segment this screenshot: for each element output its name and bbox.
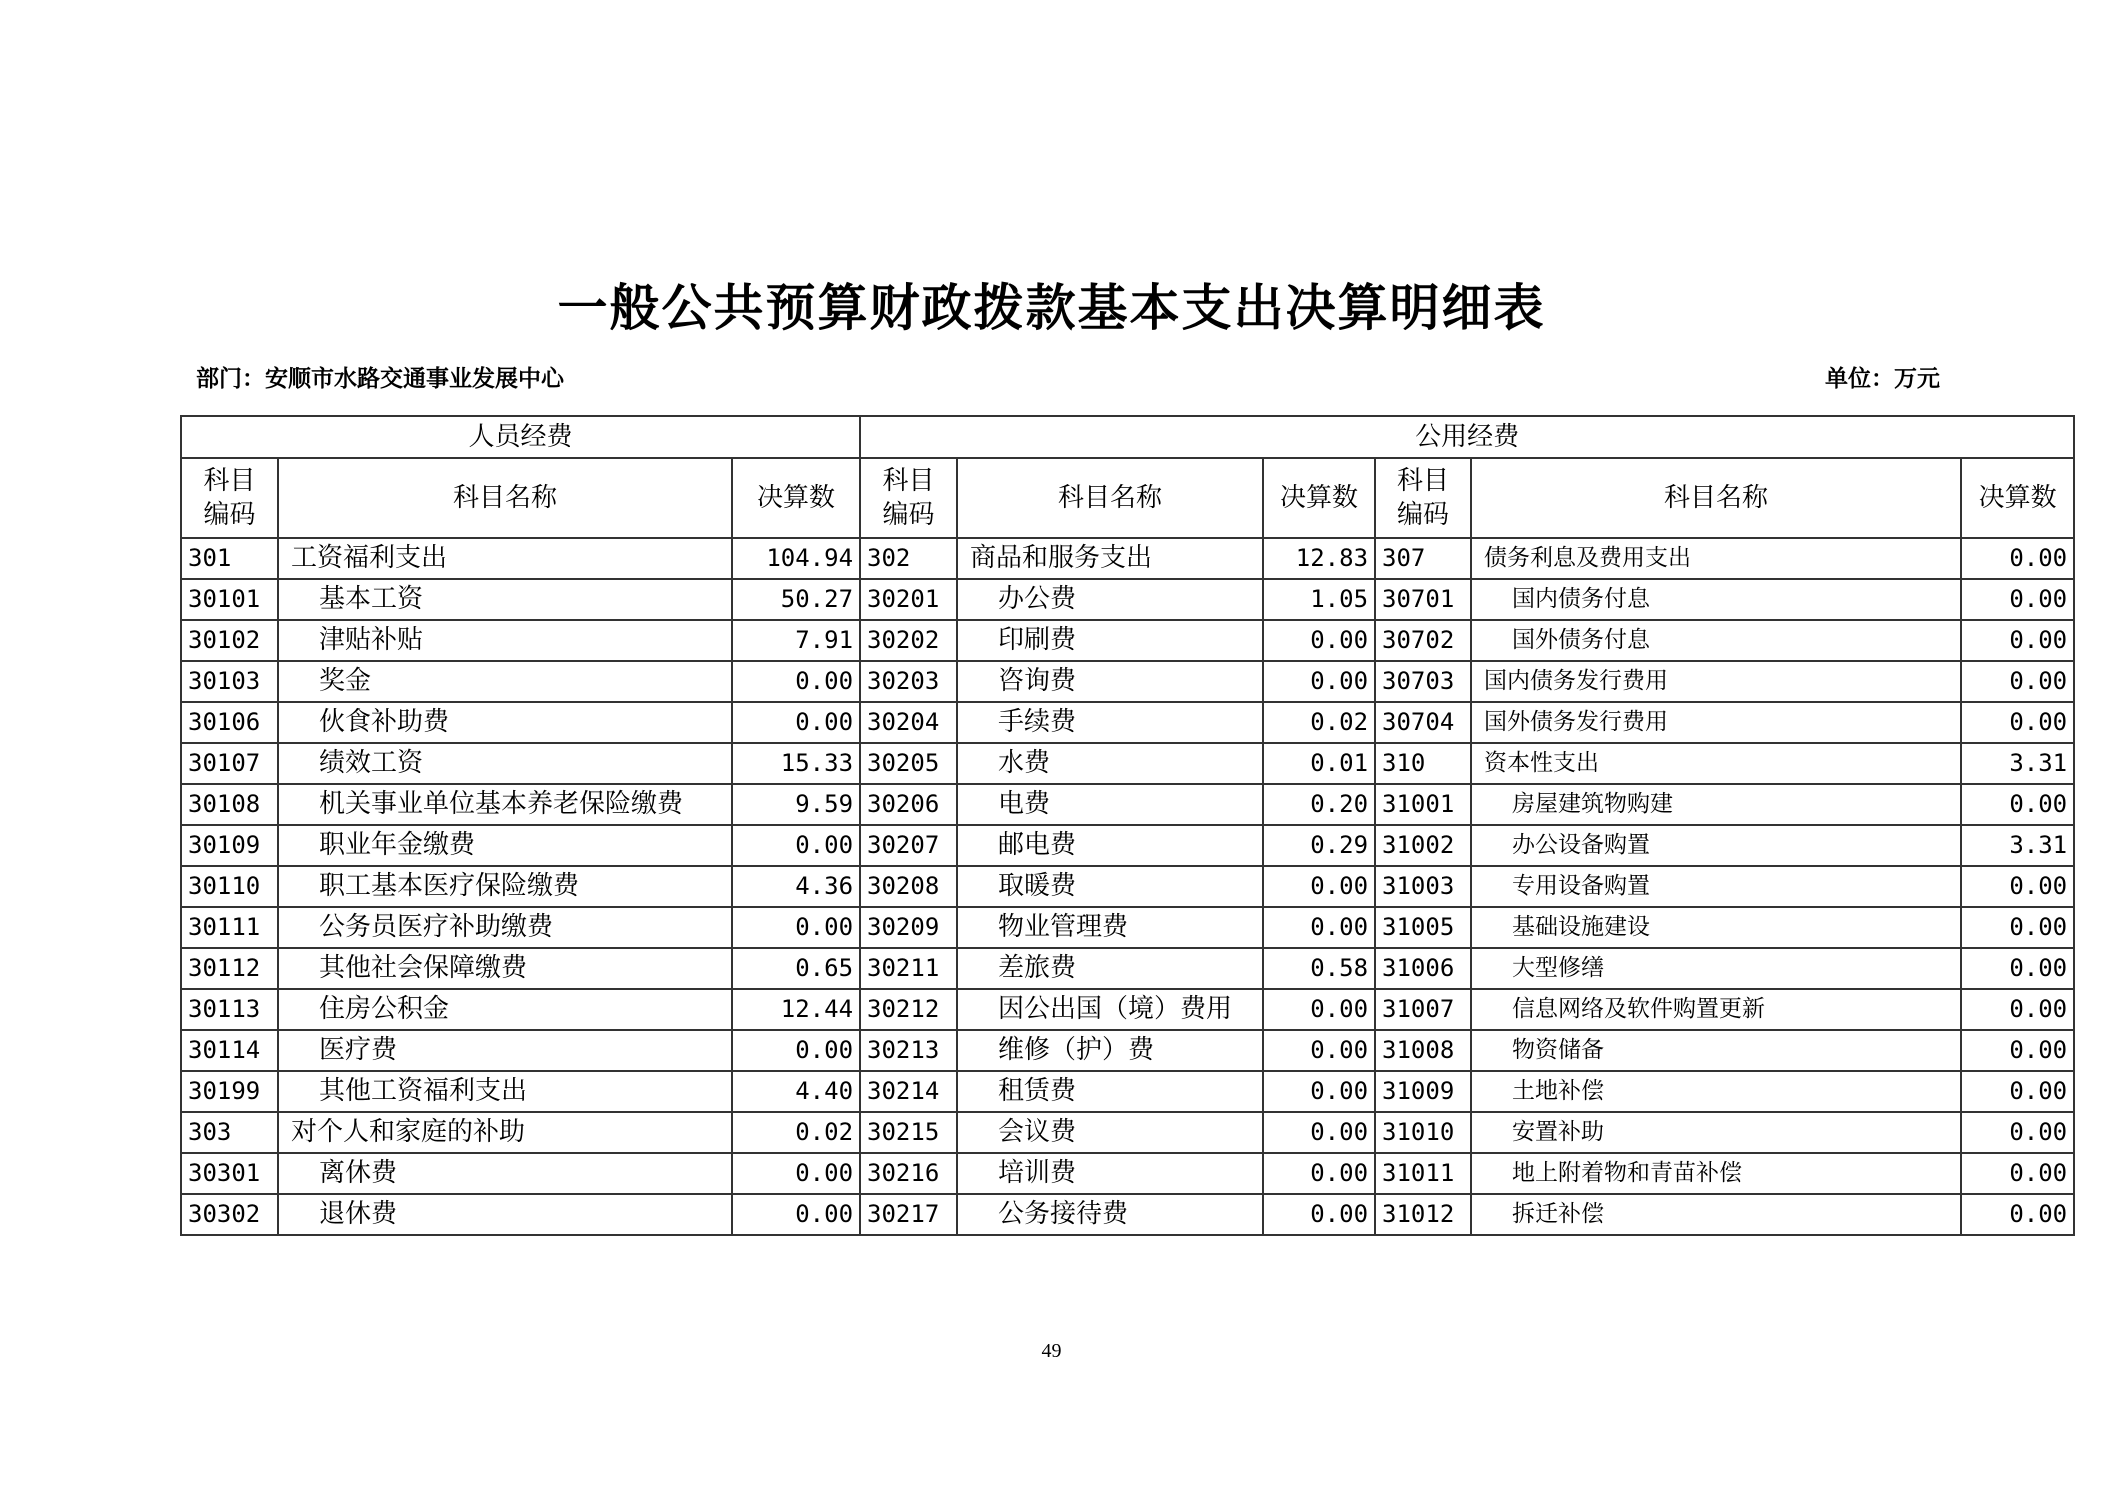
amount-value: 0.00: [1961, 1112, 2074, 1153]
department-label: 部门：安顺市水路交通事业发展中心: [196, 366, 564, 392]
amount-value: 0.00: [732, 907, 860, 948]
amount-value: 4.40: [732, 1071, 860, 1112]
subject-code: 30113: [181, 989, 278, 1030]
table-row: [181, 948, 2074, 989]
section-header-row: [181, 416, 2074, 458]
subject-code: 31010: [1375, 1112, 1471, 1153]
subject-code: 30114: [181, 1030, 278, 1071]
subject-code: 30109: [181, 825, 278, 866]
table-row: [181, 1112, 2074, 1153]
subject-name: 水费: [957, 743, 1263, 784]
subject-code: 30111: [181, 907, 278, 948]
amount-value: 0.00: [1263, 1112, 1375, 1153]
header-name: 科目名称: [957, 458, 1263, 538]
subject-code: 30215: [860, 1112, 957, 1153]
amount-value: 0.00: [1263, 1153, 1375, 1194]
subject-name: 物资储备: [1471, 1030, 1961, 1071]
amount-value: 50.27: [732, 579, 860, 620]
subject-code: 30106: [181, 702, 278, 743]
subject-code: 30203: [860, 661, 957, 702]
subject-code: 31011: [1375, 1153, 1471, 1194]
table-row: [181, 743, 2074, 784]
amount-value: 0.00: [1263, 620, 1375, 661]
subject-name: 国内债务发行费用: [1471, 661, 1961, 702]
subject-name: 机关事业单位基本养老保险缴费: [278, 784, 732, 825]
table-row: [181, 538, 2074, 579]
subject-name: 国外债务付息: [1471, 620, 1961, 661]
subject-code: 31009: [1375, 1071, 1471, 1112]
subject-code: 30204: [860, 702, 957, 743]
table-row: [181, 1071, 2074, 1112]
table-row: [181, 784, 2074, 825]
page-number: 49: [1041, 1340, 1062, 1362]
subject-name: 因公出国（境）费用: [957, 989, 1263, 1030]
subject-code: 30212: [860, 989, 957, 1030]
amount-value: 0.58: [1263, 948, 1375, 989]
table-row: [181, 579, 2074, 620]
subject-name: 奖金: [278, 661, 732, 702]
subject-name: 国内债务付息: [1471, 579, 1961, 620]
amount-value: 0.00: [1961, 1153, 2074, 1194]
subject-name: 工资福利支出: [278, 538, 732, 579]
subject-name: 印刷费: [957, 620, 1263, 661]
amount-value: 104.94: [732, 538, 860, 579]
page-title: 一般公共预算财政拨款基本支出决算明细表: [557, 278, 1546, 337]
subject-name: 信息网络及软件购置更新: [1471, 989, 1961, 1030]
amount-value: 0.00: [1961, 948, 2074, 989]
amount-value: 0.00: [732, 825, 860, 866]
subject-name: 基础设施建设: [1471, 907, 1961, 948]
subject-name: 国外债务发行费用: [1471, 702, 1961, 743]
amount-value: 0.00: [732, 661, 860, 702]
amount-value: 0.00: [732, 1194, 860, 1235]
header-amount: 决算数: [1961, 458, 2074, 538]
amount-value: 0.00: [1961, 661, 2074, 702]
amount-value: 4.36: [732, 866, 860, 907]
amount-value: 0.01: [1263, 743, 1375, 784]
expenditure-table: [180, 415, 2075, 1236]
section-personnel: 人员经费: [181, 416, 860, 458]
subject-code: 31007: [1375, 989, 1471, 1030]
subject-code: 31003: [1375, 866, 1471, 907]
subject-name: 专用设备购置: [1471, 866, 1961, 907]
section-public: 公用经费: [860, 416, 2074, 458]
header-amount: 决算数: [1263, 458, 1375, 538]
amount-value: 3.31: [1961, 743, 2074, 784]
amount-value: 0.00: [1961, 1071, 2074, 1112]
amount-value: 0.29: [1263, 825, 1375, 866]
subject-name: 邮电费: [957, 825, 1263, 866]
header-code: 科目 编码: [181, 458, 278, 538]
amount-value: 0.00: [1263, 989, 1375, 1030]
subject-code: 31005: [1375, 907, 1471, 948]
subject-code: 30302: [181, 1194, 278, 1235]
subject-code: 30206: [860, 784, 957, 825]
amount-value: 12.44: [732, 989, 860, 1030]
subject-name: 拆迁补偿: [1471, 1194, 1961, 1235]
amount-value: 0.00: [1961, 1030, 2074, 1071]
subject-name: 公务接待费: [957, 1194, 1263, 1235]
table-row: [181, 702, 2074, 743]
header-name: 科目名称: [1471, 458, 1961, 538]
amount-value: 0.02: [1263, 702, 1375, 743]
subject-code: 30112: [181, 948, 278, 989]
subject-code: 30214: [860, 1071, 957, 1112]
subject-code: 310: [1375, 743, 1471, 784]
subject-code: 30213: [860, 1030, 957, 1071]
amount-value: 15.33: [732, 743, 860, 784]
amount-value: 0.00: [732, 702, 860, 743]
subject-name: 办公设备购置: [1471, 825, 1961, 866]
subject-code: 30208: [860, 866, 957, 907]
table-row: [181, 1030, 2074, 1071]
subject-name: 津贴补贴: [278, 620, 732, 661]
column-header-row: [181, 458, 2074, 538]
subject-code: 30701: [1375, 579, 1471, 620]
subject-code: 30207: [860, 825, 957, 866]
subject-code: 30216: [860, 1153, 957, 1194]
subject-code: 30704: [1375, 702, 1471, 743]
subject-code: 30211: [860, 948, 957, 989]
amount-value: 9.59: [732, 784, 860, 825]
subject-code: 307: [1375, 538, 1471, 579]
amount-value: 0.00: [1263, 1194, 1375, 1235]
subject-name: 伙食补助费: [278, 702, 732, 743]
subject-name: 对个人和家庭的补助: [278, 1112, 732, 1153]
subject-name: 住房公积金: [278, 989, 732, 1030]
subject-name: 差旅费: [957, 948, 1263, 989]
amount-value: 0.00: [1961, 579, 2074, 620]
subject-name: 资本性支出: [1471, 743, 1961, 784]
amount-value: 0.00: [1961, 907, 2074, 948]
subject-code: 30301: [181, 1153, 278, 1194]
subject-code: 30201: [860, 579, 957, 620]
subject-code: 302: [860, 538, 957, 579]
amount-value: 0.00: [1961, 1194, 2074, 1235]
subject-name: 大型修缮: [1471, 948, 1961, 989]
subject-name: 退休费: [278, 1194, 732, 1235]
subject-name: 办公费: [957, 579, 1263, 620]
amount-value: 3.31: [1961, 825, 2074, 866]
table-row: [181, 907, 2074, 948]
subject-name: 地上附着物和青苗补偿: [1471, 1153, 1961, 1194]
amount-value: 0.00: [1961, 620, 2074, 661]
subject-code: 30101: [181, 579, 278, 620]
subject-code: 30199: [181, 1071, 278, 1112]
table-row: [181, 989, 2074, 1030]
subject-code: 30110: [181, 866, 278, 907]
subject-name: 物业管理费: [957, 907, 1263, 948]
subject-name: 其他工资福利支出: [278, 1071, 732, 1112]
subject-name: 咨询费: [957, 661, 1263, 702]
subject-name: 土地补偿: [1471, 1071, 1961, 1112]
table-row: [181, 825, 2074, 866]
subject-name: 会议费: [957, 1112, 1263, 1153]
subject-name: 公务员医疗补助缴费: [278, 907, 732, 948]
amount-value: 7.91: [732, 620, 860, 661]
header-name: 科目名称: [278, 458, 732, 538]
subject-code: 30217: [860, 1194, 957, 1235]
amount-value: 0.00: [732, 1030, 860, 1071]
subject-code: 31001: [1375, 784, 1471, 825]
amount-value: 0.00: [1263, 661, 1375, 702]
subject-code: 30102: [181, 620, 278, 661]
header-code: 科目 编码: [860, 458, 957, 538]
subject-code: 30103: [181, 661, 278, 702]
table-row: [181, 661, 2074, 702]
subject-name: 医疗费: [278, 1030, 732, 1071]
subject-name: 离休费: [278, 1153, 732, 1194]
amount-value: 1.05: [1263, 579, 1375, 620]
subject-code: 30202: [860, 620, 957, 661]
subject-code: 30107: [181, 743, 278, 784]
subject-code: 303: [181, 1112, 278, 1153]
subject-code: 30209: [860, 907, 957, 948]
subject-name: 维修（护）费: [957, 1030, 1263, 1071]
subject-name: 职业年金缴费: [278, 825, 732, 866]
subject-code: 31012: [1375, 1194, 1471, 1235]
amount-value: 0.00: [1961, 784, 2074, 825]
amount-value: 0.00: [1263, 1071, 1375, 1112]
subject-code: 30703: [1375, 661, 1471, 702]
table-row: [181, 866, 2074, 907]
unit-label: 单位：万元: [1825, 366, 1940, 392]
amount-value: 0.00: [1263, 866, 1375, 907]
header-code: 科目 编码: [1375, 458, 1471, 538]
subject-name: 基本工资: [278, 579, 732, 620]
subject-name: 手续费: [957, 702, 1263, 743]
subject-name: 取暖费: [957, 866, 1263, 907]
subject-name: 商品和服务支出: [957, 538, 1263, 579]
table-row: [181, 1194, 2074, 1235]
subject-code: 30108: [181, 784, 278, 825]
subject-code: 30702: [1375, 620, 1471, 661]
subject-code: 31002: [1375, 825, 1471, 866]
header-amount: 决算数: [732, 458, 860, 538]
amount-value: 0.00: [1961, 989, 2074, 1030]
amount-value: 0.00: [1961, 538, 2074, 579]
amount-value: 0.00: [1263, 907, 1375, 948]
subject-name: 绩效工资: [278, 743, 732, 784]
subject-code: 301: [181, 538, 278, 579]
subject-code: 31008: [1375, 1030, 1471, 1071]
amount-value: 0.00: [1961, 866, 2074, 907]
amount-value: 0.00: [732, 1153, 860, 1194]
amount-value: 0.02: [732, 1112, 860, 1153]
amount-value: 0.20: [1263, 784, 1375, 825]
subject-name: 安置补助: [1471, 1112, 1961, 1153]
amount-value: 0.00: [1961, 702, 2074, 743]
subject-code: 30205: [860, 743, 957, 784]
amount-value: 0.00: [1263, 1030, 1375, 1071]
table-row: [181, 620, 2074, 661]
amount-value: 12.83: [1263, 538, 1375, 579]
subject-code: 31006: [1375, 948, 1471, 989]
amount-value: 0.65: [732, 948, 860, 989]
subject-name: 培训费: [957, 1153, 1263, 1194]
subject-name: 其他社会保障缴费: [278, 948, 732, 989]
subject-name: 债务利息及费用支出: [1471, 538, 1961, 579]
table-row: [181, 1153, 2074, 1194]
subject-name: 房屋建筑物购建: [1471, 784, 1961, 825]
subject-name: 电费: [957, 784, 1263, 825]
subject-name: 租赁费: [957, 1071, 1263, 1112]
subject-name: 职工基本医疗保险缴费: [278, 866, 732, 907]
